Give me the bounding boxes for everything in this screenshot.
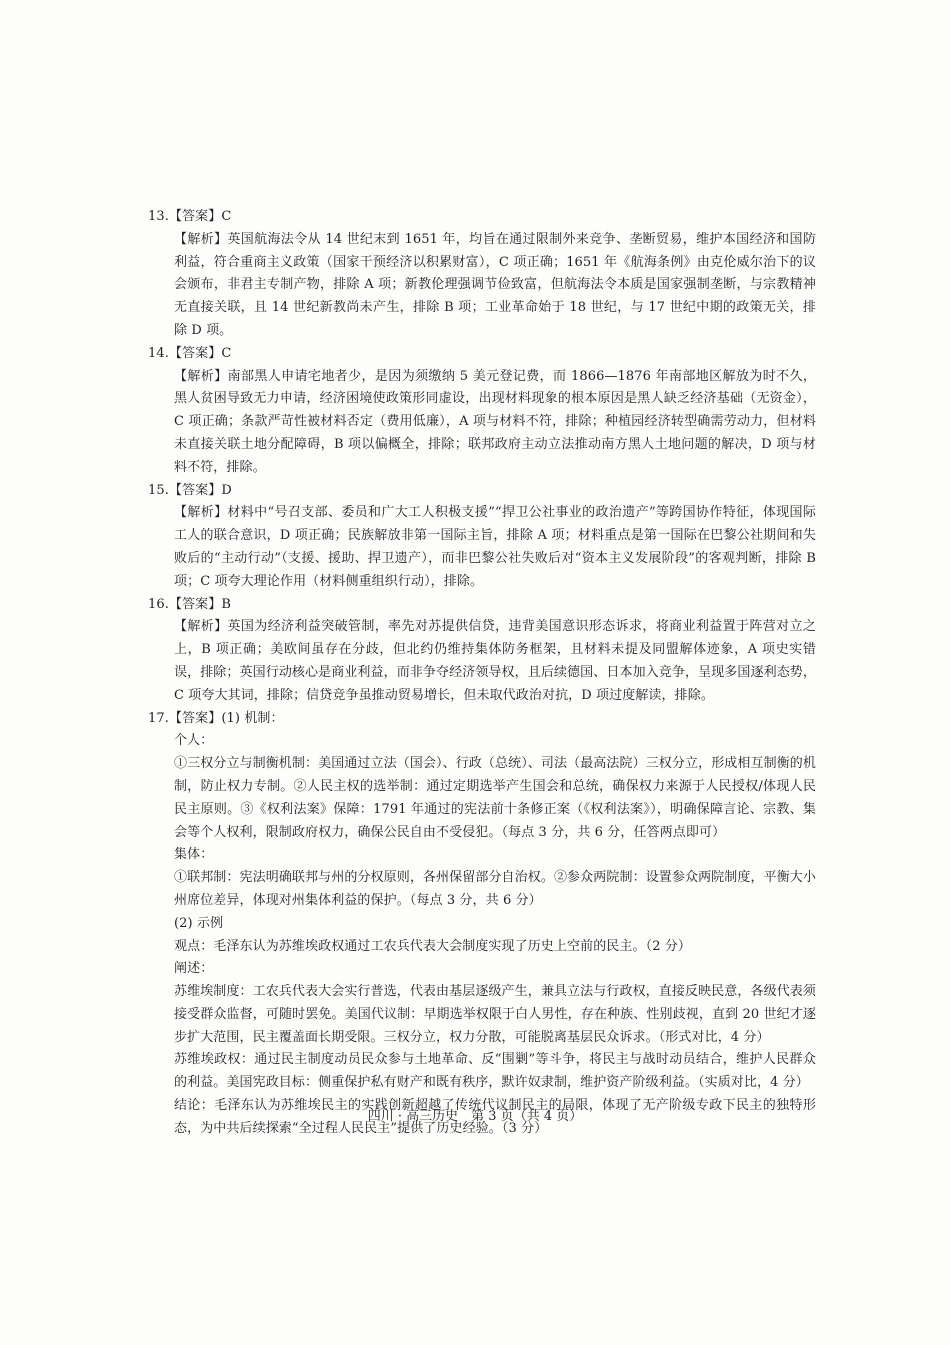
q14-answer: 14.【答案】C	[148, 345, 232, 361]
q17-viewpoint: 观点：毛泽东认为苏维埃政权通过工农兵代表大会制度实现了历史上空前的民主。（2 分）	[174, 938, 692, 954]
q17-individual-text: ①三权分立与制衡机制：美国通过立法（国会）、行政（总统）、司法（最高法院）三权分立，形成相互制衡的机制，防止权力专制。②人民主权的选举制：通过定期选举产生国会和总统，确保权力来源于人民授权/体现人民民主原则。③《权利法案》保障：1791 年通过的宪法前十条修正案（《权利法案》），明确保障言论、宗教、集会等个人权利，限制政府权力，确保公民自由不受侵犯。（每点 3 分，共 6 分，任答两点即可）	[174, 756, 817, 840]
q13-answer: 13.【答案】C	[148, 209, 232, 224]
q17-conclusion: 结论：毛泽东认为苏维埃民主的实践创新超越了传统代议制民主的局限，体现了无产阶级专政下民主的独特形态，为中共后续探索“全过程人民民主”提供了历史经验。（3 分）	[174, 1098, 816, 1136]
q15-analysis: 【解析】材料中“号召支部、委员和广大工人积极支援”“捍卫公社事业的政治遗产”等跨国协作特征，体现国际工人的联合意识，D 项正确；民族解放非第一国际主旨，排除 A 项；材料重点是第一国际在巴黎公社期间和失败后的“主动行动”（支援、援助、捍卫遗产），而非巴黎公社失败后对“资本主义发展阶段”的客观判断，排除 B 项；C 项夸大理论作用（材料侧重组织行动），排除。	[174, 505, 816, 589]
q16-answer: 16.【答案】B	[148, 596, 232, 612]
q17-part2-label: (2) 示例	[174, 915, 224, 931]
q17-soviet-regime: 苏维埃政权：通过民主制度动员民众参与土地革命、反“围剿”等斗争，将民主与战时动员结合，维护人民群众的利益。美国宪政目标：侧重保护私有财产和既有秩序，默许奴隶制，维护资产阶级利益。（实质对比，4 分）	[174, 1052, 816, 1091]
q16-analysis: 【解析】英国为经济利益突破管制，率先对苏提供信贷，违背美国意识形态诉求，将商业利益置于阵营对立之上，B 项正确；美欧间虽存在分歧，但北约仍维持集体防务框架，且材料未提及同盟解体迹象，A 项史实错误，排除；英国行动核心是商业利益，而非争夺经济领导权，且后续德国、日本加入竞争，呈现多国逐利态势，C 项夸大其词，排除；信贷竞争虽推动贸易增长，但未取代政治对抗，D 项过度解读，排除。	[174, 619, 816, 703]
q14-analysis: 【解析】南部黑人申请宅地者少，是因为须缴纳 5 美元登记费，而 1866—1876 年南部地区解放为时不久，黑人贫困导致无力申请，经济困境使政策形同虚设，出现材料现象的根本原因是黑人缺乏经济基础（无资金），C 项正确；条款严苛性被材料否定（费用低廉），A 项与材料不符，排除；种植园经济转型确需劳动力，但材料未直接关联土地分配障碍，B 项以偏概全，排除；联邦政府主动立法推动南方黑人土地问题的解决，D 项与材料不符，排除。	[174, 368, 816, 475]
q17-individual-label: 个人：	[174, 733, 214, 749]
page-footer: 四川 · 高三历史 第 3 页（共 4 页）	[367, 1109, 583, 1124]
q17-collective-label: 集体：	[174, 847, 214, 863]
q17-soviet-system: 苏维埃制度：工农兵代表大会实行普选，代表由基层逐级产生，兼具立法与行政权，直接反映民意，各级代表须接受群众监督，可随时罢免。美国代议制：早期选举权限于白人男性，存在种族、性别歧视，直到 20 世纪才逐步扩大范围，民主覆盖面长期受限。三权分立，权力分散，可能脱离基层民众诉求。（形式对比，4 分）	[174, 984, 816, 1045]
q17-elaboration-label: 阐述：	[174, 961, 214, 977]
q15-answer: 15.【答案】D	[148, 482, 232, 498]
q17-collective-text: ①联邦制：宪法明确联邦与州的分权原则，各州保留部分自治权。②参众两院制：设置参众两院制度，平衡大小州席位差异，体现对州集体利益的保护。（每点 3 分，共 6 分）	[174, 870, 816, 908]
q13-analysis: 【解析】英国航海法令从 14 世纪末到 1651 年，均旨在通过限制外来竞争、垄断贸易，维护本国经济和国防利益，符合重商主义政策（国家干预经济以积累财富），C 项正确；1651 年《航海条例》由克伦威尔治下的议会颁布，非君主专制产物，排除 A 项；新教伦理强调节俭致富，但航海法令本质是国家强制垄断，与宗教精神无直接关联，且 14 世纪新教尚未产生，排除 B 项；工业革命始于 18 世纪，与 17 世纪中期的政策无关，排除 D 项。	[174, 231, 816, 338]
answer-content	[148, 206, 816, 1141]
q17-answer: 17.【答案】(1) 机制：	[148, 710, 284, 726]
